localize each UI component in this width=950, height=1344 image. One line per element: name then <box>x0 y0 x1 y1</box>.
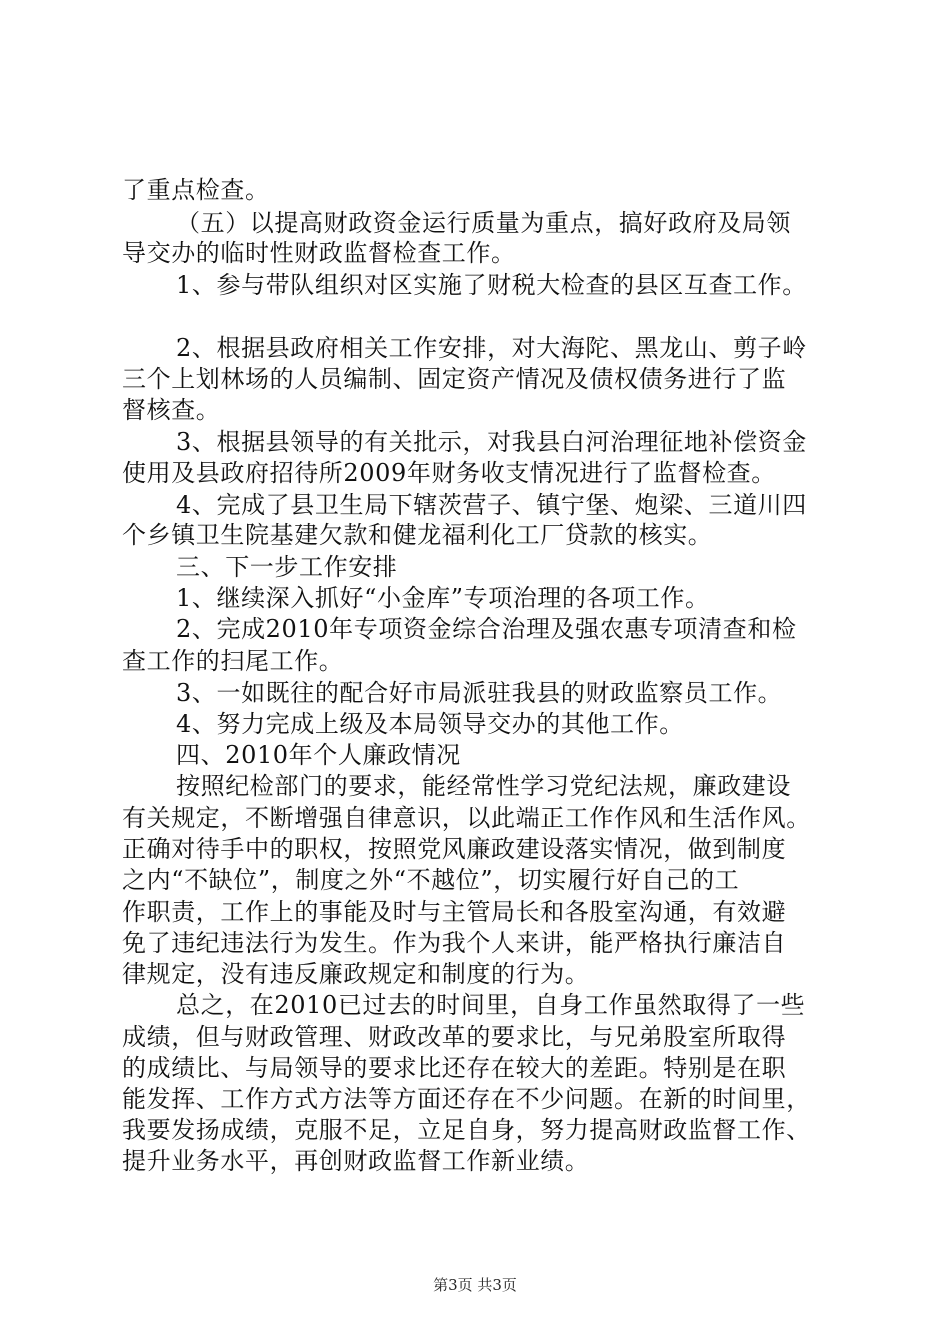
text-line: 3、根据县领导的有关批示，对我县白河治理征地补偿资金 <box>176 428 807 456</box>
text-line: 律规定，没有违反廉政规定和制度的行为。 <box>122 960 590 988</box>
text-line: 的成绩比、与局领导的要求比还存在较大的差距。特别是在职 <box>122 1054 787 1082</box>
text-line: 有关规定，不断增强自律意识，以此端正工作作风和生活作风。 <box>122 804 811 832</box>
text-line: 成绩，但与财政管理、财政改革的要求比，与兄弟股室所取得 <box>122 1023 787 1051</box>
section-heading: 四、2010年个人廉政情况 <box>176 741 461 769</box>
text-line: 我要发扬成绩，克服不足，立足自身，努力提高财政监督工作、 <box>122 1116 811 1144</box>
text-line: 之内“不缺位”，制度之外“不越位”，切实履行好自己的工 <box>122 866 740 894</box>
text-line: 按照纪检部门的要求，能经常性学习党纪法规，廉政建设 <box>176 772 791 800</box>
text-line: 作职责，工作上的事能及时与主管局长和各股室沟通，有效避 <box>122 898 787 926</box>
text-line: 三个上划林场的人员编制、固定资产情况及债权债务进行了监 <box>122 365 787 393</box>
text-line: 3、一如既往的配合好市局派驻我县的财政监察员工作。 <box>176 679 783 707</box>
text-line: 4、努力完成上级及本局领导交办的其他工作。 <box>176 710 684 738</box>
text-line: 查工作的扫尾工作。 <box>122 647 344 675</box>
text-line: 使用及县政府招待所2009年财务收支情况进行了监督检查。 <box>122 459 776 487</box>
text-line: 导交办的临时性财政监督检查工作。 <box>122 239 516 267</box>
text-line: 1、参与带队组织对区实施了财税大检查的县区互查工作。 <box>176 271 807 299</box>
text-line: 2、完成2010年专项资金综合治理及强农惠专项清查和检 <box>176 615 797 643</box>
text-line: 1、继续深入抓好“小金库”专项治理的各项工作。 <box>176 584 710 612</box>
text-line: （五）以提高财政资金运行质量为重点，搞好政府及局领 <box>176 209 791 237</box>
text-line: 提升业务水平，再创财政监督工作新业绩。 <box>122 1147 590 1175</box>
text-line: 4、完成了县卫生局下辖茨营子、镇宁堡、炮梁、三道川四 <box>176 491 807 519</box>
text-line: 能发挥、工作方式方法等方面还存在不少问题。在新的时间里， <box>122 1085 811 1113</box>
text-line: 2、根据县政府相关工作安排，对大海陀、黑龙山、剪子岭 <box>176 334 807 362</box>
section-heading: 三、下一步工作安排 <box>176 553 398 581</box>
text-line: 督核查。 <box>122 396 221 424</box>
text-line: 正确对待手中的职权，按照党风廉政建设落实情况，做到制度 <box>122 835 787 863</box>
text-line: 免了违纪违法行为发生。作为我个人来讲，能严格执行廉洁自 <box>122 929 787 957</box>
text-line: 了重点检查。 <box>122 176 270 204</box>
text-line: 个乡镇卫生院基建欠款和健龙福利化工厂贷款的核实。 <box>122 521 713 549</box>
text-line: 总之，在2010已过去的时间里，自身工作虽然取得了一些 <box>176 991 806 1019</box>
page-number-footer: 第3页 共3页 <box>433 1276 517 1294</box>
